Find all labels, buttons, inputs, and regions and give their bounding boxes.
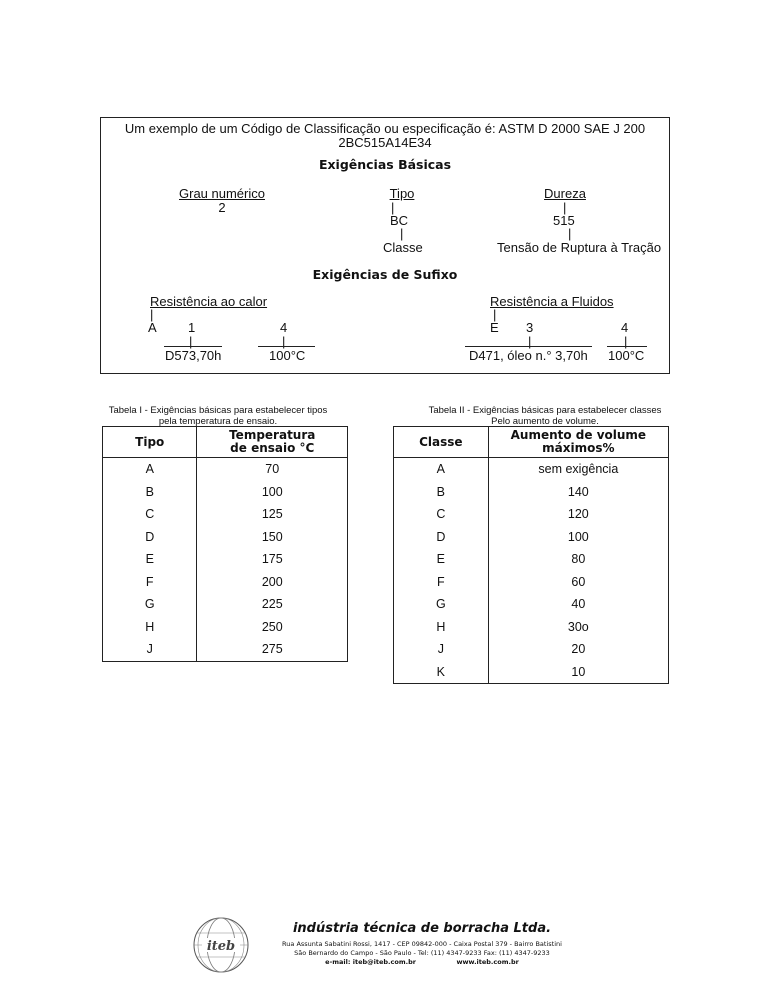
table-tipos-temperatura	[102, 426, 348, 662]
table1-header-temperatura-line-2: de ensaio °C	[230, 441, 315, 455]
table-row	[103, 616, 348, 639]
table-header-row	[394, 427, 669, 458]
fluidos-test-method: D471, óleo n.° 3,70h	[469, 348, 588, 363]
table-row	[394, 593, 669, 616]
fluidos-digit-1: 3	[526, 320, 534, 335]
table-cell-letter: D	[394, 526, 489, 549]
table-cell-letter: F	[394, 571, 489, 594]
table-cell-value: 30o	[488, 616, 668, 639]
table2-caption	[420, 405, 670, 427]
table-cell-letter: J	[394, 638, 489, 661]
table-row	[394, 616, 669, 639]
table2-header-aumento-volume-line-1: Aumento de volume	[510, 428, 647, 442]
table-cell-letter: E	[394, 548, 489, 571]
table2-caption-line-1: Tabela II - Exigências básicas para estabelecer classes	[428, 405, 662, 416]
calor-digit-1: 1	[188, 320, 196, 335]
table-row	[394, 481, 669, 504]
table-cell-value: 100	[197, 481, 348, 504]
fluidos-digit-1-connector: |	[528, 334, 532, 349]
calor-digit-1-connector: |	[189, 334, 193, 349]
table-header-row	[103, 427, 348, 458]
table-cell-letter: C	[394, 503, 489, 526]
resistencia-fluidos-title: Resistência a Fluidos	[490, 294, 614, 309]
fluidos-temp-rule	[607, 346, 647, 347]
intro-line-2: 2BC515A14E34	[338, 135, 432, 150]
calor-test-rule	[164, 346, 222, 347]
table-row	[103, 638, 348, 661]
table-row	[103, 481, 348, 504]
table-cell-letter: H	[103, 616, 197, 639]
table-cell-letter: B	[394, 481, 489, 504]
table-cell-value: 200	[197, 571, 348, 594]
table-cell-value: 125	[197, 503, 348, 526]
fluidos-digit-2-connector: |	[624, 334, 628, 349]
globe-logo-icon	[192, 916, 250, 974]
table-cell-letter: C	[103, 503, 197, 526]
table-cell-letter: B	[103, 481, 197, 504]
table-cell-value: 225	[197, 593, 348, 616]
table-cell-value: 250	[197, 616, 348, 639]
table-cell-value: 275	[197, 638, 348, 661]
table-cell-letter: H	[394, 616, 489, 639]
table-cell-value: sem exigência	[488, 458, 668, 481]
fluidos-test-rule	[465, 346, 592, 347]
company-address-line-2: São Bernardo do Campo - São Paulo - Tel: (11) 4347-9233 Fax: (11) 4347-9233	[294, 949, 550, 957]
table-cell-value: 100	[488, 526, 668, 549]
grau-numerico-value: 2	[218, 200, 226, 215]
table-cell-value: 60	[488, 571, 668, 594]
calor-test-temperature: 100°C	[269, 348, 306, 363]
dureza-value: 515	[553, 213, 575, 228]
table-cell-letter: K	[394, 661, 489, 684]
table-row	[103, 526, 348, 549]
fluidos-connector: |	[493, 307, 497, 322]
table-cell-value: 175	[197, 548, 348, 571]
resistencia-calor-title: Resistência ao calor	[150, 294, 268, 309]
table-cell-letter: F	[103, 571, 197, 594]
dureza-title: Dureza	[544, 186, 586, 201]
table-cell-value: 140	[488, 481, 668, 504]
table-row	[394, 458, 669, 481]
company-website-link[interactable]: www.iteb.com.br	[456, 958, 519, 966]
table2-header-aumento-volume	[488, 427, 668, 458]
basic-requirements-heading: Exigências Básicas	[318, 157, 452, 172]
table1-caption-line-2: pela temperatura de ensaio.	[158, 416, 278, 427]
company-address-line-1: Rua Assunta Sabatini Rossi, 1417 - CEP 09842-000 - Caixa Postal 379 - Bairro Batistini	[282, 940, 562, 948]
fluidos-digit-2: 4	[621, 320, 629, 335]
table-cell-letter: A	[103, 458, 197, 481]
calor-letter: A	[148, 320, 157, 335]
table-cell-letter: D	[103, 526, 197, 549]
table1-caption-line-1: Tabela I - Exigências básicas para estabelecer tipos	[108, 405, 328, 416]
tipo-value: BC	[390, 213, 409, 228]
table-cell-value: 20	[488, 638, 668, 661]
table1-header-temperatura	[197, 427, 348, 458]
suffix-requirements-heading: Exigências de Sufixo	[312, 267, 458, 282]
table-cell-value: 120	[488, 503, 668, 526]
table-row	[394, 503, 669, 526]
table-cell-value: 40	[488, 593, 668, 616]
table-row	[103, 458, 348, 481]
table-cell-letter: G	[103, 593, 197, 616]
table-cell-value: 80	[488, 548, 668, 571]
table-cell-letter: J	[103, 638, 197, 661]
table-cell-letter: G	[394, 593, 489, 616]
table2-caption-line-2: Pelo aumento de volume.	[491, 416, 599, 427]
table-row	[394, 571, 669, 594]
table-row	[394, 548, 669, 571]
company-contact-line	[262, 958, 582, 967]
calor-digit-2-connector: |	[282, 334, 286, 349]
table2-header-aumento-volume-line-2: máximos%	[542, 441, 615, 455]
grau-numerico-title: Grau numérico	[179, 186, 265, 201]
intro-line-1: Um exemplo de um Código de Classificação ou especificação é: ASTM D 2000 SAE J 200	[124, 121, 646, 136]
calor-digit-2: 4	[280, 320, 288, 335]
table-row	[394, 526, 669, 549]
table1-header-tipo: Tipo	[103, 427, 197, 458]
fluidos-test-temperature: 100°C	[608, 348, 645, 363]
table-classes-volume	[393, 426, 669, 684]
classe-label: Classe	[383, 240, 423, 255]
table1-caption	[103, 405, 333, 427]
tipo-connector-2: |	[400, 226, 404, 241]
table-row	[394, 661, 669, 684]
dureza-connector-1: |	[563, 200, 567, 215]
table-cell-value: 10	[488, 661, 668, 684]
table-cell-letter: A	[394, 458, 489, 481]
dureza-connector-2: |	[568, 226, 572, 241]
table1-header-temperatura-line-1: Temperatura	[229, 428, 316, 442]
fluidos-letter: E	[490, 320, 499, 335]
tipo-connector-1: |	[391, 200, 395, 215]
table-row	[103, 503, 348, 526]
logo-text: iteb	[206, 939, 236, 954]
iteb-logo	[192, 916, 250, 974]
calor-temp-rule	[258, 346, 315, 347]
tensao-ruptura-label: Tensão de Ruptura à Tração	[497, 240, 662, 255]
table2-header-classe: Classe	[394, 427, 489, 458]
calor-connector: |	[150, 307, 154, 322]
table-row	[394, 638, 669, 661]
table-cell-value: 150	[197, 526, 348, 549]
company-name: indústria técnica de borracha Ltda.	[292, 921, 552, 936]
calor-test-method: D573,70h	[165, 348, 222, 363]
table-row	[103, 571, 348, 594]
company-email: e-mail: iteb@iteb.com.br	[325, 958, 416, 966]
table-row	[103, 593, 348, 616]
table-row	[103, 548, 348, 571]
tipo-title: Tipo	[389, 186, 415, 201]
table-cell-value: 70	[197, 458, 348, 481]
table-cell-letter: E	[103, 548, 197, 571]
